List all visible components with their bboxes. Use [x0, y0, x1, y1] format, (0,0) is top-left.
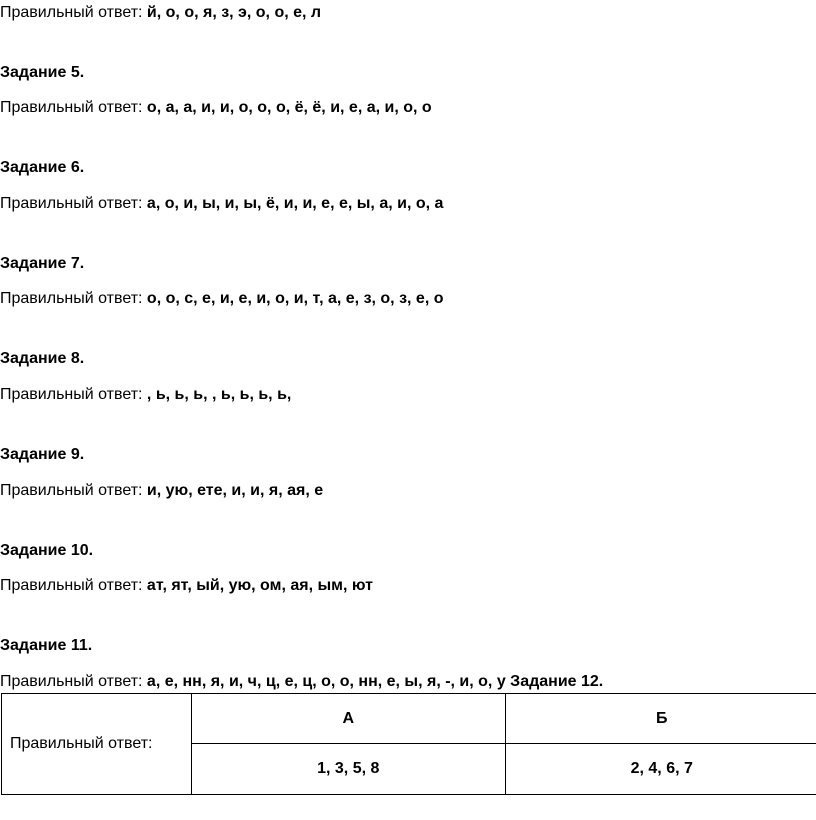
- answer-value: а, о, и, ы, и, ы, ё, и, и, е, е, ы, а, и, о, а: [146, 195, 444, 212]
- answer-line-5: [0, 98, 432, 118]
- table-header-a: А: [192, 694, 506, 744]
- task-heading-6: Задание 6.: [0, 159, 85, 176]
- answer-value: а, е, нн, я, и, ч, ц, е, ц, о, о, нн, е, ы, я, -, и, о, у: [146, 673, 506, 690]
- answer-line-10: [0, 576, 373, 596]
- answer-label: Правильный ответ:: [0, 386, 143, 403]
- answer-label: Правильный ответ:: [0, 195, 143, 212]
- answer-line-7: [0, 289, 443, 309]
- answer-value: о, о, с, е, и, е, и, о, и, т, а, е, з, о, з, е, о: [146, 290, 444, 307]
- answer-label: Правильный ответ:: [0, 4, 143, 21]
- table-header-b: Б: [505, 694, 816, 744]
- answer-value: , ь, ь, ь, , ь, ь, ь, ь,: [146, 386, 292, 403]
- answer-line-9: [0, 481, 323, 501]
- answer-value: о, а, а, и, и, о, о, о, ё, ё, и, е, а, и, о, о: [146, 99, 432, 116]
- table-value-b: 2, 4, 6, 7: [505, 744, 816, 795]
- answer-line-11: [0, 672, 603, 692]
- task-heading-5: Задание 5.: [0, 64, 85, 81]
- answer-table: [1, 693, 816, 795]
- task-heading-9: Задание 9.: [0, 446, 85, 463]
- table-lead-cell: Правильный ответ:: [2, 694, 192, 795]
- answer-label: Правильный ответ:: [0, 290, 143, 307]
- answer-value: й, о, о, я, з, э, о, о, е, л: [146, 4, 322, 21]
- answer-line-0: [0, 3, 321, 23]
- answer-line-8: [0, 385, 291, 405]
- answer-label: Правильный ответ:: [0, 577, 143, 594]
- answer-label: Правильный ответ:: [0, 482, 143, 499]
- task-heading-11: Задание 11.: [0, 637, 93, 654]
- task-heading-7: Задание 7.: [0, 255, 85, 272]
- task-heading-8: Задание 8.: [0, 350, 85, 367]
- answer-line-6: [0, 194, 443, 214]
- answer-value: и, ую, ете, и, и, я, ая, е: [146, 482, 324, 499]
- answer-label: Правильный ответ:: [0, 99, 143, 116]
- answer-label: Правильный ответ:: [0, 673, 143, 690]
- table-value-a: 1, 3, 5, 8: [192, 744, 506, 795]
- task-heading-12: Задание 12.: [510, 673, 604, 690]
- task-heading-10: Задание 10.: [0, 542, 94, 559]
- answer-value: ат, ят, ый, ую, ом, ая, ым, ют: [146, 577, 373, 594]
